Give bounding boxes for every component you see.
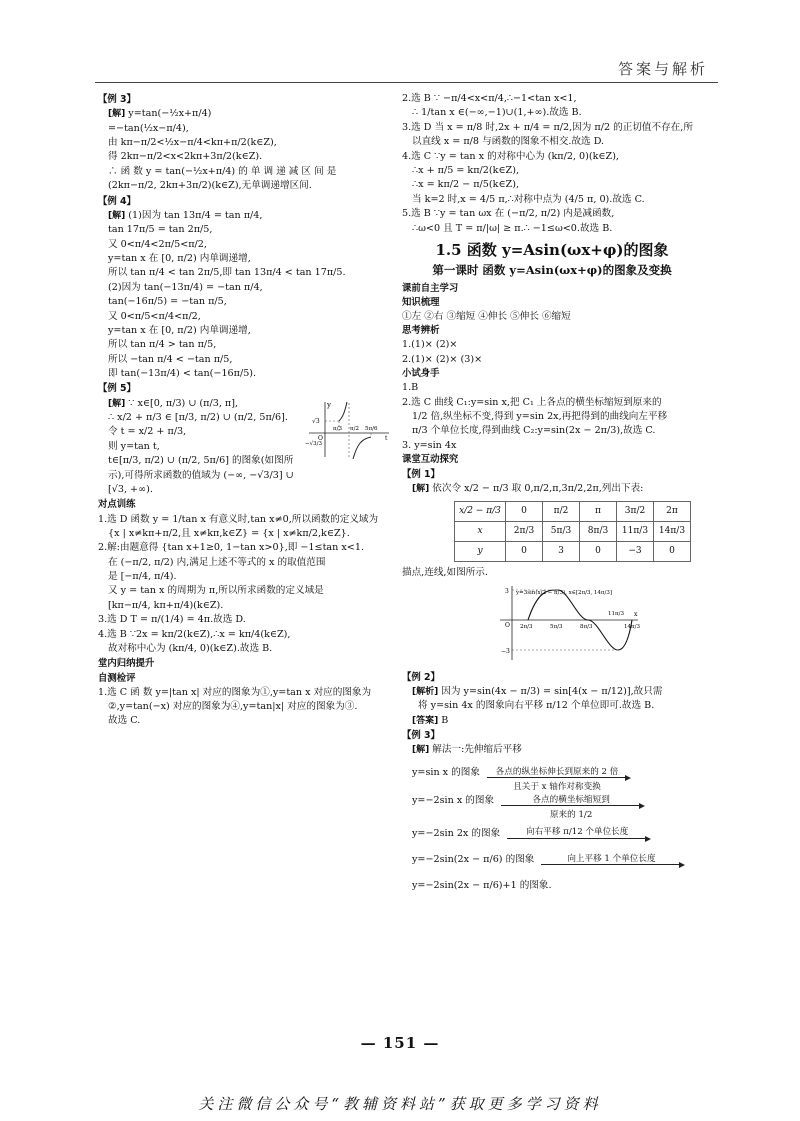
math-line: [√3, +∞). [108, 484, 153, 496]
graph-label: 14π/3 [624, 624, 640, 631]
math-line: =−tan(½x−π/4), [108, 122, 189, 134]
example-4-tag: 【例 4】 [98, 195, 136, 207]
step-arrow [541, 854, 681, 865]
table-cell: 3 [543, 541, 580, 561]
graph-label: 5π/6 [365, 425, 378, 432]
math-line: 将 y=sin 4x 的图象向右平移 π/12 个单位即可.故选 B. [418, 700, 655, 712]
right-column [402, 92, 702, 894]
math-line: ②,y=tan(−x) 对应的图象为④,y=tan|x| 对应的图象为③. [108, 701, 358, 713]
step-arrow [507, 827, 647, 838]
graph-label: O [505, 622, 510, 630]
math-line: 1.选 C 函 数 y=|tan x| 对应的图象为①,y=tan x 对应的图象为 [98, 686, 372, 698]
graph-label: 8π/3 [580, 624, 593, 631]
example-5-tag: 【例 5】 [98, 383, 136, 395]
answer-tag: [答案] [412, 715, 439, 726]
knowledge-answers: ①左 ②右 ③缩短 ④伸长 ⑤伸长 ⑥缩短 [402, 310, 571, 322]
solution-tag: [解] [108, 109, 126, 120]
math-line: ∴ x/2 + π/3 ∈ [π/3, π/2) ∪ (π/2, 5π/6]. [108, 412, 288, 424]
graph-label: 3 [505, 588, 509, 596]
line [402, 482, 702, 497]
math-line: 1/2 倍,纵坐标不变,得到 y=sin 2x,再把得到的曲线向左平移 [412, 411, 668, 423]
math-line: 1.(1)× (2)× [402, 339, 458, 351]
math-line: 示),可得所求函数的值域为 (−∞, −√3/3] ∪ [108, 469, 294, 481]
arrow-top: 各点的纵坐标伸长到原来的 2 倍 [495, 766, 619, 777]
math-line: 5.选 B ∵y = tan ωx 在 (−π/2, π/2) 内是减函数, [402, 208, 615, 220]
math-line: tan(−16π/5) = −tan π/5, [108, 296, 227, 308]
transform-step [402, 879, 702, 893]
step-arrow [487, 766, 627, 792]
math-line: {x | x≠kπ+π/2,且 x≠kπ,k∈Z} = {x | x≠kπ/2,k∈Z}. [108, 527, 350, 539]
step-from: y=−2sin(2x − π/6) 的图象 [412, 854, 535, 865]
table-cell: 0 [506, 541, 543, 561]
math-line: 描点,连线,如图所示. [402, 566, 488, 578]
math-line: 是 [−π/4, π/4). [108, 571, 177, 583]
table-cell: 0 [580, 541, 617, 561]
table-cell: −3 [617, 541, 654, 561]
graph-label: t [385, 434, 388, 442]
curve-right [353, 437, 371, 459]
math-line: 3.选 D T = π/(1/4) = 4π.故选 D. [98, 614, 246, 626]
math-line: ∴x = kπ/2 − π/5(k∈Z), [412, 179, 520, 191]
math-line: 4.选 C ∵y = tan x 的对称中心为 (kπ/2, 0)(k∈Z), [402, 150, 619, 162]
math-line: ∵ x∈[0, π/3) ∪ (π/3, π], [128, 397, 239, 409]
math-line: 因为 y=sin(4x − π/3) = sin[4(x − π/12)],故只需 [441, 685, 663, 697]
table-header: x [455, 521, 506, 541]
table-cell: 0 [506, 501, 543, 521]
table-cell: 2π/3 [506, 521, 543, 541]
arrow-bottom: 原来的 1/2 [549, 810, 593, 821]
math-line: 得 2kπ−π/2<x<2kπ+3π/2(k∈Z). [108, 151, 263, 163]
header-rule [95, 82, 718, 83]
math-line: y=tan x 在 [0, π/2) 内单调递增, [108, 252, 251, 264]
table-cell: 8π/3 [580, 521, 617, 541]
graph-label: −√3/3 [305, 440, 322, 447]
page-number: — 151 — [360, 1034, 440, 1052]
line [98, 397, 301, 412]
thinking-heading: 思考辨析 [402, 325, 440, 337]
class-heading: 课堂互动探究 [402, 454, 459, 466]
table-header: x/2 − π/3 [455, 501, 506, 521]
self-test-heading: 自测检评 [98, 672, 136, 684]
math-line: 2.选 B ∵ −π/4<x<π/4,∴−1<tan x<1, [402, 93, 577, 104]
graph-label: 2π/3 [520, 624, 533, 631]
step-from: y=−2sin x 的图象 [412, 795, 495, 807]
math-line: 3. y=sin 4x [402, 439, 457, 451]
math-line: ∴ 函 数 y = tan(−½x+π/4) 的 单 调 递 减 区 间 是 [108, 165, 337, 177]
left-column [98, 92, 393, 729]
transform-step [402, 827, 702, 841]
section-title: 1.5 函数 y=Asin(ωx+φ)的图象 [435, 240, 669, 259]
math-line: 即 tan(−13π/4) < tan(−16π/5). [108, 368, 257, 380]
math-line: 1.选 D 函数 y = 1/tan x 有意义时,tan x≠0,所以函数的定义域为 [98, 513, 379, 525]
math-line: y=tan x 在 [0, π/2) 内单调递增, [108, 324, 251, 336]
table-cell: 14π/3 [654, 521, 691, 541]
math-line: 4.选 B ∵2x = kπ/2(k∈Z),∴x = kπ/4(k∈Z), [98, 628, 291, 640]
practice-heading: 对点训练 [98, 499, 136, 511]
sine-graph [492, 582, 642, 662]
footer-note: 关注微信公众号“教辅资料站”获取更多学习资料 [198, 1095, 602, 1113]
transform-step [402, 794, 702, 821]
graph-label: 11π/3 [608, 611, 624, 618]
math-line: 3.选 D 当 x = π/8 时,2x + π/4 = π/2,因为 π/2 的正切值不存在,所 [402, 121, 693, 133]
line [98, 209, 393, 224]
transform-step [402, 853, 702, 867]
math-line: 又 0<π/5<π/4<π/2, [108, 310, 201, 322]
lesson-subtitle: 第一课时 函数 y=Asin(ωx+φ)的图象及变换 [432, 263, 672, 278]
math-line: 所以 tan π/4 > tan π/5, [108, 339, 217, 351]
summary-heading: 堂内归纳提升 [98, 658, 155, 670]
math-line: [kπ−π/4, kπ+π/4)(k∈Z). [108, 599, 224, 611]
transform-step [402, 766, 702, 792]
math-line: 由 kπ−π/2<½x−π/4<kπ+π/2(k∈Z), [108, 137, 277, 148]
math-line: ∴x + π/5 = kπ/2(k∈Z), [412, 164, 520, 176]
arrow-top: 各点的横坐标缩短到 [532, 795, 610, 806]
analysis-tag: [解析] [412, 686, 439, 697]
math-line: 在 (−π/2, π/2) 内,满足上述不等式的 x 的取值范围 [108, 556, 326, 568]
math-line: π/3 个单位长度,得到曲线 C₂:y=sin(2x − 2π/3),故选 C. [412, 425, 656, 437]
solution-tag: [解] [108, 398, 126, 409]
solution-tag: [解] [412, 745, 430, 756]
line [98, 107, 393, 122]
graph-label: √3 [312, 417, 320, 425]
graph-label: π/3 [333, 425, 342, 432]
graph-label: 5π/3 [550, 624, 563, 631]
math-line: 所以 −tan π/4 < −tan π/5, [108, 353, 233, 365]
pre-class-heading: 课前自主学习 [402, 282, 459, 294]
solution-tag: [解] [412, 484, 430, 495]
table-cell: 0 [654, 541, 691, 561]
math-line: (2kπ−π/2, 2kπ+3π/2)(k∈Z),无单调递增区间. [108, 180, 312, 192]
math-line: ∴ω<0 且 T = π/|ω| ≥ π.∴ −1≤ω<0.故选 B. [412, 222, 613, 234]
line [402, 714, 702, 729]
math-line: 2.解:由题意得 {tan x+1≥0, 1−tan x>0},即 −1≤tan x<1. [98, 542, 364, 554]
example-1-tag: 【例 1】 [402, 469, 440, 481]
table-row [455, 541, 691, 561]
math-line: t∈[π/3, π/2) ∪ (π/2, 5π/6] 的图象(如图所 [108, 455, 294, 467]
solution-tag: [解] [108, 210, 126, 221]
math-line: 故对称中心为 (kπ/4, 0)(k∈Z).故选 B. [108, 643, 273, 655]
math-line: 依次令 x/2 − π/3 取 0,π/2,π,3π/2,2π,列出下表: [432, 483, 644, 495]
math-line: 则 y=tan t, [108, 440, 160, 452]
line [402, 685, 702, 700]
math-line: 2.选 C 曲线 C₁:y=sin x,把 C₁ 上各点的横坐标缩短到原来的 [402, 396, 662, 408]
knowledge-heading: 知识梳理 [402, 296, 440, 308]
math-line: (1)因为 tan 13π/4 = tan π/4, [128, 209, 263, 221]
math-line: 2.(1)× (2)× (3)× [402, 353, 483, 365]
line [402, 743, 702, 758]
step-from: y=sin x 的图象 [412, 766, 480, 778]
math-line: 故选 C. [108, 715, 141, 727]
graph-label: y [327, 400, 331, 409]
step-from: y=−2sin(2x − π/6)+1 的图象. [412, 880, 552, 892]
table-cell: π/2 [543, 501, 580, 521]
math-line: 又 0<π/4<2π/5<π/2, [108, 238, 207, 250]
math-line: (2)因为 tan(−13π/4) = −tan π/4, [108, 281, 263, 293]
table-cell: 11π/3 [617, 521, 654, 541]
try-heading: 小试身手 [402, 368, 440, 380]
answer-value: B [441, 714, 449, 726]
example-2-tag: 【例 2】 [402, 671, 440, 683]
math-line: 所以 tan π/4 < tan 2π/5,即 tan 13π/4 < tan 17π/5. [108, 267, 346, 279]
header-title: 答案与解析 [617, 60, 708, 78]
math-line: 又 y = tan x 的周期为 π,所以所求函数的定义域是 [108, 585, 324, 597]
example-3-tag: 【例 3】 [402, 730, 440, 742]
graph-label: π/2 [350, 425, 359, 432]
math-line: 令 t = x/2 + π/3, [108, 426, 187, 438]
table-row [455, 521, 691, 541]
table-cell: 5π/3 [543, 521, 580, 541]
table-cell: 2π [654, 501, 691, 521]
math-line: ∴ 1/tan x ∈(−∞,−1)∪(1,+∞).故选 B. [412, 107, 582, 119]
math-line: 1.B [402, 382, 419, 394]
curve-left [339, 402, 347, 421]
arrow-top: 向右平移 π/12 个单位长度 [526, 827, 629, 838]
method-line: 解法一:先伸缩后平移 [432, 744, 522, 756]
step-from: y=−2sin 2x 的图象 [412, 827, 501, 839]
value-table [454, 501, 691, 562]
graph-label: O [318, 434, 323, 442]
graph-label: x [634, 611, 638, 619]
table-row [455, 501, 691, 521]
graph-label: −3 [501, 648, 510, 656]
math-line: 当 k=2 时,x = 4/5 π,∴对称中点为 (4/5 π, 0).故选 C. [412, 193, 645, 205]
math-line: tan 17π/5 = tan 2π/5, [108, 224, 213, 236]
table-cell: π [580, 501, 617, 521]
math-line: 以直线 x = π/8 与函数的图象不相交.故选 D. [412, 136, 605, 148]
tangent-graph [305, 399, 393, 461]
math-line: y=tan(−½x+π/4) [128, 108, 212, 120]
graph-label: y=3sin(x/2 − π/3), x∈[2π/3, 14π/3] [516, 590, 613, 597]
table-cell: 3π/2 [617, 501, 654, 521]
arrow-bottom: 且关于 x 轴作对称变换 [513, 781, 601, 792]
example-3-tag: 【例 3】 [98, 94, 136, 105]
arrow-top: 向上平移 1 个单位长度 [567, 853, 656, 864]
table-header: y [455, 541, 506, 561]
step-arrow [501, 795, 641, 821]
